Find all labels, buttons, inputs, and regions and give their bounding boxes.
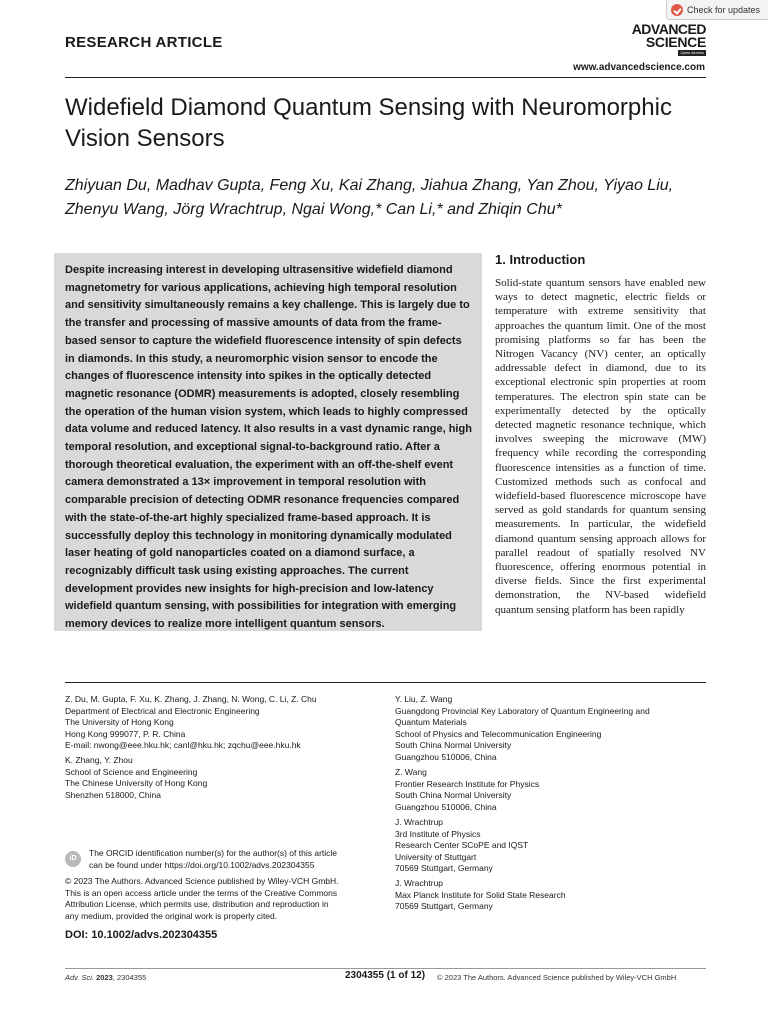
footer-article-number: , 2304355 xyxy=(112,973,147,982)
journal-website[interactable]: www.advancedscience.com xyxy=(573,62,705,73)
article-type-label: RESEARCH ARTICLE xyxy=(65,34,223,51)
journal-logo-line2: SCIENCE xyxy=(645,34,706,50)
affiliation-block: J. Wrachtrup Max Planck Institute for Solid State Research 70569 Stuttgart, Germany xyxy=(395,878,566,911)
article-title: Widefield Diamond Quantum Sensing with Neuromorphic Vision Sensors xyxy=(65,94,672,152)
affiliation-block: J. Wrachtrup 3rd Institute of Physics Research Center SCoPE and IQST University of Stuttgart 70569 Stuttgart, Germany xyxy=(395,817,529,873)
copyright-note: © 2023 The Authors. Advanced Science published by Wiley-VCH GmbH. This is an open access article under the terms of the Creative Commons Attribution License, which permits use, distribution and reproduction in any medium, provided the original work is properly cited. xyxy=(65,876,339,921)
header-divider xyxy=(65,77,706,78)
affiliation-divider xyxy=(65,682,706,683)
affiliation-block: Y. Liu, Z. Wang Guangdong Provincial Key Laboratory of Quantum Engineering and Quantum Materials School of Physics and Telecommunication Engineering South China Normal University Guangzhou 510006, China xyxy=(395,694,650,762)
abstract-text: Despite increasing interest in developing ultrasensitive widefield diamond magnetometry for various applications, achieving high temporal resolution and sensitivity simultaneously remains a key challenge. This is largely due to the transfer and processing of massive amounts of data from the frame-based sensor to capture the widefield fluorescence intensity of spin defects in diamonds. In this study, a neuromorphic vision sensor to encode the changes of fluorescence intensity into spikes in the optically detected magnetic resonance (ODMR) measurements is adopted, closely resembling the operation of the human vision system, which leads to highly compressed data volume and reduced latency. It also results in a vast dynamic range, high temporal resolution, and exceptional signal-to-background ratio. After a thorough theoretical evaluation, the experiment with an off-the-shelf event camera demonstrated a 13× improvement in temporal resolution with comparable precision of detecting ODMR resonance frequencies compared with the state-of-the-art highly specialized frame-based approach. It is successfully deploy this technology in monitoring dynamically modulated laser heating of gold nanoparticles coated on a diamond surface, a recognizably difficult task using existing approaches. The current development provides new insights for high-precision and low-latency widefield quantum sensing, with possibilities for integration with emerging memory devices to realize more intelligent quantum sensors. xyxy=(65,264,472,631)
footer-journal: Adv. Sci. xyxy=(65,973,95,982)
doi-link[interactable]: DOI: 10.1002/advs.202304355 xyxy=(65,929,218,941)
author-list: Zhiyuan Du, Madhav Gupta, Feng Xu, Kai Zhang, Jiahua Zhang, Yan Zhou, Yiyao Liu, Zhenyu Wang, Jörg Wrachtrup, Ngai Wong,* Can Li,* and Zhiqin Chu* xyxy=(65,177,674,218)
introduction-heading: 1. Introduction xyxy=(495,252,586,267)
footer-citation xyxy=(65,973,146,982)
affiliation-block: Z. Du, M. Gupta, F. Xu, K. Zhang, J. Zhang, N. Wong, C. Li, Z. Chu Department of Electrical and Electronic Engineering The University of Hong Kong Hong Kong 999077, P. R. China E-mail: nwong@eee.hku.hk; canl@hku.hk; zqchu@eee.hku.hk xyxy=(65,694,317,750)
check-for-updates-button[interactable] xyxy=(666,0,768,20)
footer-year: 2023 xyxy=(96,973,113,982)
footer-copyright: © 2023 The Authors. Advanced Science published by Wiley-VCH GmbH xyxy=(437,973,677,982)
journal-logo-line1: ADVANCED xyxy=(631,21,706,37)
affiliation-block: K. Zhang, Y. Zhou School of Science and Engineering The Chinese University of Hong Kong Shenzhen 518000, China xyxy=(65,755,208,800)
footer-divider xyxy=(65,968,706,969)
check-badge-icon xyxy=(671,4,683,16)
journal-logo xyxy=(606,22,706,62)
orcid-icon: iD xyxy=(65,851,81,867)
orcid-note: The ORCID identification number(s) for the author(s) of this article can be found under https://doi.org/10.1002/advs.202304355 xyxy=(89,848,338,870)
check-for-updates-label: Check for updates xyxy=(687,4,761,15)
footer-page-number: 2304355 (1 of 12) xyxy=(345,970,426,981)
open-access-tag: Open Access xyxy=(680,50,704,55)
affiliation-block: Z. Wang Frontier Research Institute for Physics South China Normal University Guangzhou 510006, China xyxy=(395,767,540,812)
introduction-text: Solid-state quantum sensors have enabled new ways to detect magnetic, electric fields or temperature with extreme sensitivity that approaches the quantum limit. One of the most promising platforms so far has been the Nitrogen Vacancy (NV) center, an optically addressable defect in diamond, due to its exceptional electronic spin properties at room temperatures. The electron spin state can be experimentally detected by the optically detected magnetic resonance technique, which involves sweeping the microwave (MW) frequency while recording the corresponding fluorescence intensities as a function of time. Customized methods such as confocal and widefield-based fluorescence microscope have served as gold standards for quantum sensing measurements. In particular, the widefield diamond quantum sensing approach allows for parallel readout of spatially resolved NV fluorescence, offering enormous potential in diverse fields. Since the first experimental demonstration, the NV-based widefield quantum sensing platform has been rapidly xyxy=(495,277,706,616)
